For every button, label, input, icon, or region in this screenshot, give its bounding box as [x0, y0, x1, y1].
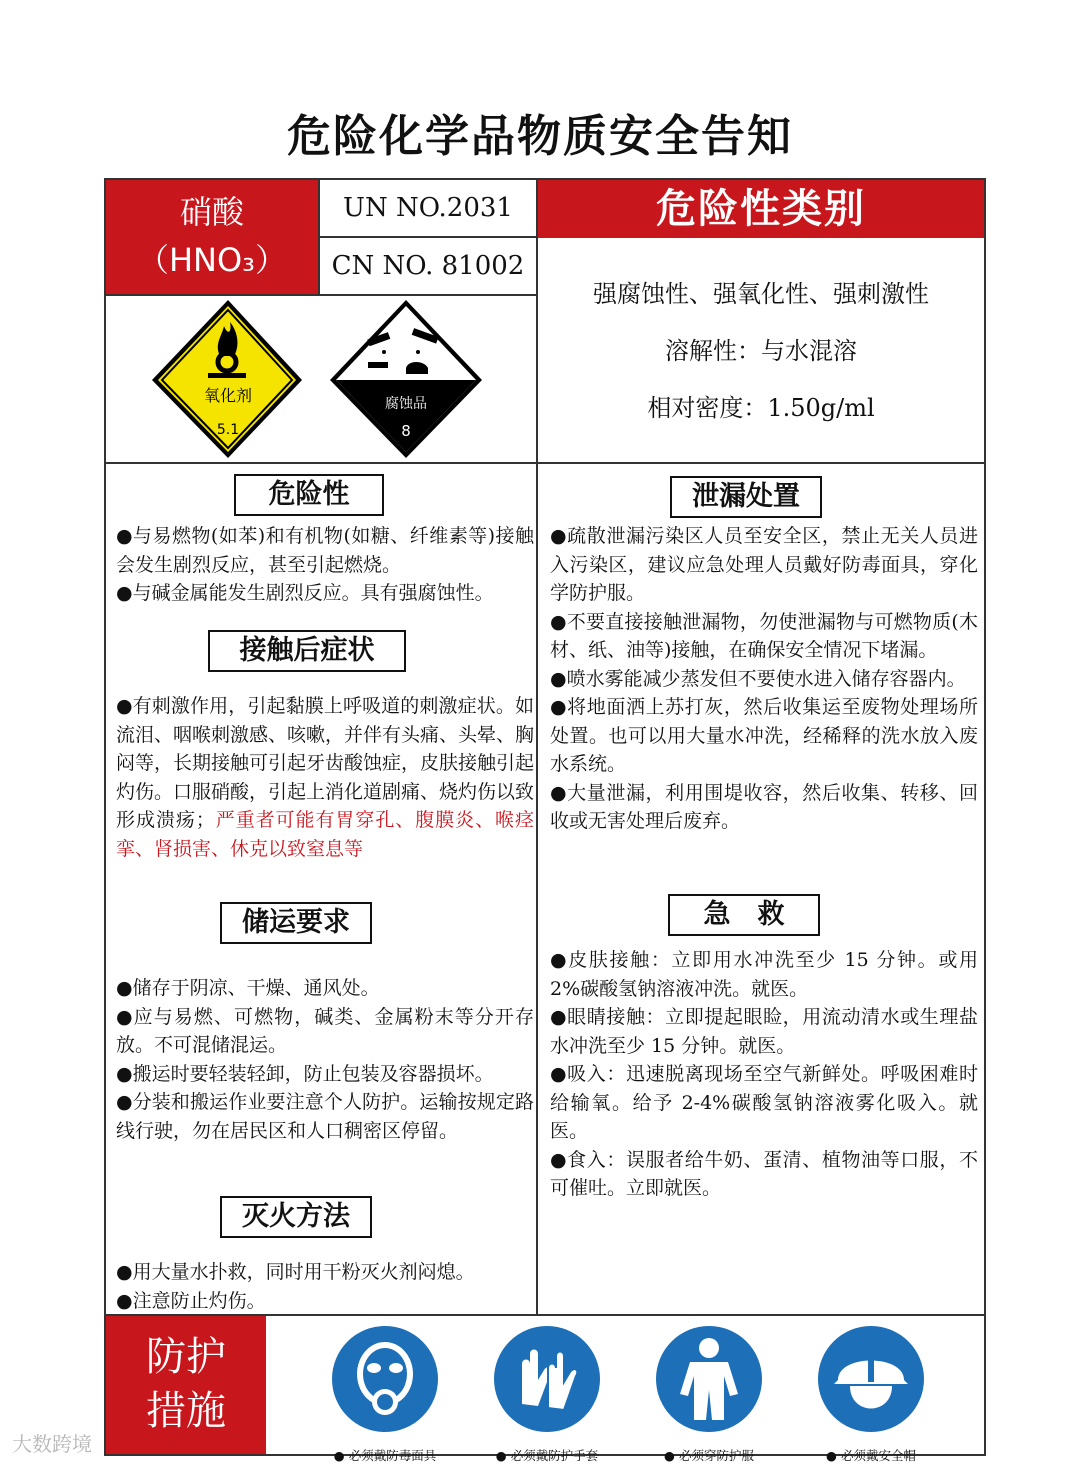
hazard-category-title: 危险性类别 — [538, 180, 984, 238]
section-storage-title: 储运要求 — [220, 902, 372, 944]
fire-item-2: ●注意防止灼伤。 — [116, 1289, 266, 1312]
symptoms-text: ●有刺激作用，引起黏膜上呼吸道的刺激症状。如流泪、咽喉刺激感、咳嗽，并伴有头痛、头晕、胸闷等，长期接触可引起牙齿酸蚀症，皮肤接触引起灼伤。口服硝酸，引起上消化道剧痛、烧灼伤以致形成溃疡； — [116, 695, 535, 831]
section-danger-body — [116, 522, 534, 608]
property-corrosive: 强腐蚀性、强氧化性、强刺激性 — [593, 280, 929, 308]
protection-title-line1: 防护 — [146, 1334, 226, 1380]
page-title: 危险化学品物质安全告知 — [287, 111, 793, 162]
protection-title-line2: 措施 — [146, 1388, 226, 1434]
property-solubility: 溶解性：与水混溶 — [665, 337, 857, 365]
fire-item-1: ●用大量水扑救，同时用干粉灭火剂闷熄。 — [116, 1261, 475, 1283]
un-number: UN NO.2031 — [343, 193, 513, 223]
oxidizer-code: 5.1 — [216, 422, 240, 438]
watermark: 大数跨境 — [12, 1432, 92, 1456]
corrosive-code: 8 — [401, 422, 411, 440]
ppe-gas-mask: ● 必须戴防毒面具 — [310, 1324, 460, 1464]
ppe-helmet-label: 必须戴安全帽 — [840, 1448, 916, 1463]
chemical-name-cell — [106, 180, 318, 294]
storage-item-4: ●分装和搬运作业要注意个人防护。运输按规定路线行驶，勿在居民区和人口稠密区停留。 — [116, 1091, 534, 1142]
property-density: 相对密度：1.50g/ml — [647, 394, 875, 422]
section-storage-body — [116, 974, 534, 1145]
storage-item-3: ●搬运时要轻装轻卸，防止包装及容器损坏。 — [116, 1062, 494, 1085]
storage-item-2: ●应与易燃、可燃物，碱类、金属粉末等分开存放。不可混储混运。 — [116, 1005, 534, 1056]
hazard-properties — [538, 266, 984, 456]
cn-number: CN NO. 81002 — [331, 251, 525, 281]
leak-item-1: ●疏散泄漏污染区人员至安全区，禁止无关人员进入污染区，建议应急处理人员戴好防毒面具，穿化学防护服。 — [550, 525, 978, 604]
section-fire-title: 灭火方法 — [220, 1196, 372, 1238]
leak-item-3: ●喷水雾能减少蒸发但不要使水进入储存容器内。 — [550, 667, 966, 690]
ppe-gloves: ● 必须戴防护手套 — [472, 1324, 622, 1464]
corrosive-diamond-icon — [330, 300, 482, 458]
leak-item-2: ●不要直接接触泄漏物，勿使泄漏物与可燃物质(木材、纸、油等)接触，在确保安全情况下堵漏。 — [550, 610, 978, 661]
oxidizer-diamond-icon — [152, 300, 302, 458]
symptoms-warning: 严重者可能有胃穿孔、腹膜炎、喉痉挛、肾损害、休克以致窒息等 — [116, 809, 534, 860]
firstaid-item-4: ●食入：误服者给牛奶、蛋清、植物油等口服，不可催吐。立即就医。 — [550, 1148, 978, 1199]
section-leak-title: 泄漏处置 — [670, 476, 822, 518]
hazard-pictograms — [106, 296, 536, 462]
danger-item-1: ●与易燃物(如苯)和有机物(如糖、纤维素等)接触会发生剧烈反应，甚至引起燃烧。 — [116, 525, 534, 576]
pictogram-svg — [106, 296, 536, 462]
leak-item-4: ●将地面洒上苏打灰，然后收集运至废物处理场所处置。也可以用大量水冲洗，经稀释的洗水放入废水系统。 — [550, 696, 978, 775]
gloves-icon — [492, 1324, 602, 1434]
ppe-helmet: ● 必须戴安全帽 — [796, 1324, 946, 1464]
chemical-name: 硝酸 — [179, 193, 244, 231]
ppe-gas-mask-label: 必须戴防毒面具 — [348, 1448, 437, 1463]
gas-mask-icon — [330, 1324, 440, 1434]
firstaid-item-2: ●眼睛接触：立即提起眼睑，用流动清水或生理盐水冲洗至少 15 分钟。就医。 — [550, 1006, 978, 1057]
ppe-gloves-label: 必须戴防护手套 — [510, 1448, 599, 1463]
firstaid-item-3: ●吸入：迅速脱离现场至空气新鲜处。呼吸困难时给输氧。给予 2-4%碳酸氢钠溶液雾化吸入。就医。 — [550, 1063, 978, 1142]
ppe-suit-label: 必须穿防护服 — [678, 1448, 754, 1463]
ppe-suit: ● 必须穿防护服 — [634, 1324, 784, 1464]
section-symptoms-body — [116, 692, 534, 863]
protection-title-cell — [106, 1316, 266, 1454]
leak-item-5: ●大量泄漏，利用围堤收容，然后收集、转移、回收或无害处理后废弃。 — [550, 781, 978, 832]
section-firstaid-body — [550, 946, 978, 1203]
section-firstaid-title: 急 救 — [668, 894, 820, 936]
danger-item-2: ●与碱金属能发生剧烈反应。具有强腐蚀性。 — [116, 582, 494, 604]
section-fire-body — [116, 1258, 534, 1315]
chemical-formula: （HNO₃） — [136, 241, 288, 279]
safety-helmet-icon — [816, 1324, 926, 1434]
protective-suit-icon — [654, 1324, 764, 1434]
section-danger-title: 危险性 — [234, 474, 384, 516]
section-leak-body — [550, 522, 978, 836]
firstaid-item-1: ●皮肤接触：立即用水冲洗至少 15 分钟。或用 2%碳酸氢钠溶液冲洗。就医。 — [550, 949, 978, 1000]
oxidizer-label: 氧化剂 — [203, 386, 253, 405]
corrosive-label: 腐蚀品 — [385, 396, 427, 412]
storage-item-1: ●储存于阴凉、干燥、通风处。 — [116, 977, 380, 999]
safety-card — [104, 178, 986, 1463]
section-symptoms-title: 接触后症状 — [208, 630, 406, 672]
